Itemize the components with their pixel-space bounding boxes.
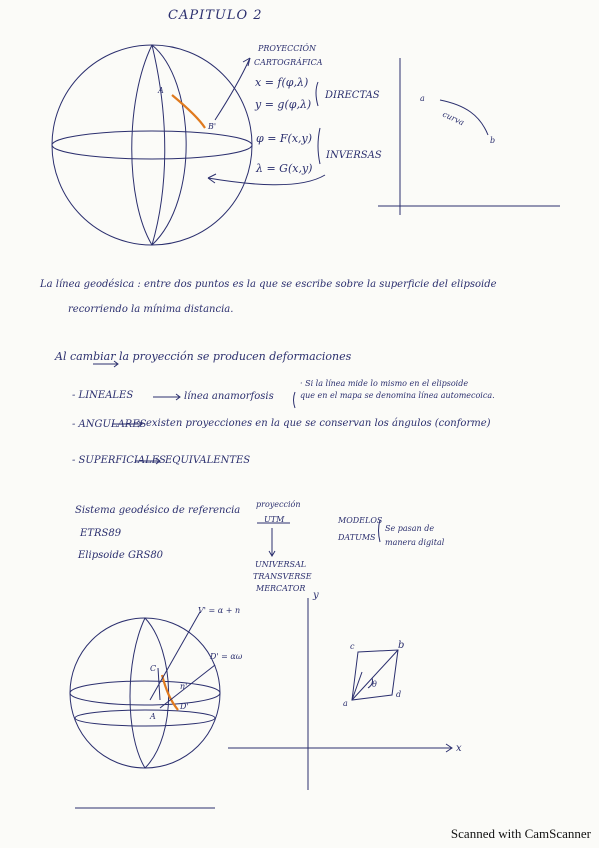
square-b-label: b: [398, 640, 405, 651]
inverse-label: INVERSAS: [326, 150, 382, 161]
models-note-2: manera digital: [385, 538, 445, 547]
plane-a-label: a: [420, 94, 425, 103]
surface-result: EQUIVALENTES: [165, 455, 251, 466]
deformations-heading: Al cambiar la proyección se producen deformaciones: [55, 350, 352, 363]
square-d-label: d: [396, 690, 402, 699]
linear-note-2: que en el mapa se denomina línea automecoica.: [300, 391, 495, 400]
angular-label: - ANGULARES: [72, 419, 147, 430]
parallelogram-sketch: [352, 650, 398, 700]
cartesian-axes-bottom: [228, 598, 452, 790]
point-n-label: n': [180, 682, 188, 691]
equation-phi: φ = F(x,y): [256, 132, 313, 145]
sphere-diagram-bottom: [70, 612, 220, 808]
v-prime-label: V' = α + n: [198, 606, 241, 615]
surface-label: - SUPERFICIALES: [72, 455, 166, 466]
cartesian-axes-top: [378, 58, 560, 215]
system-line-3: Elipsoide GRS80: [78, 550, 164, 561]
projection-heading-2: CARTOGRÁFICA: [254, 58, 323, 67]
deformation-arrows: [93, 361, 295, 464]
system-line-2: ETRS89: [80, 528, 122, 539]
point-a-label: A: [158, 86, 164, 95]
point-c-label: C: [150, 664, 157, 673]
point-d-label: D': [180, 702, 189, 711]
equation-x: x = f(φ,λ): [255, 76, 309, 89]
angular-result: existen proyecciones en la que se conservan los ángulos (conforme): [146, 418, 491, 429]
plane-b-label: b: [490, 136, 496, 145]
models-label: MODELOS: [338, 516, 383, 525]
projection-small-label: proyección: [256, 500, 301, 509]
models-note-1: Se pasan de: [385, 524, 435, 533]
datums-label: DATUMS: [338, 533, 376, 542]
linear-result: línea anamorfosis: [184, 391, 274, 402]
linear-label: - LINEALES: [72, 390, 134, 401]
equation-lambda: λ = G(x,y): [256, 162, 313, 175]
projection-heading-1: PROYECCIÓN: [258, 44, 317, 53]
linear-note-1: · Si la línea mide lo mismo en el elipsoide: [300, 379, 469, 388]
geodesic-line-1: La línea geodésica : entre dos puntos es la que se escribe sobre la superficie del elipsoide: [40, 279, 497, 290]
utm-label: UTM: [264, 515, 285, 524]
square-a-label: a: [343, 699, 348, 708]
utm-full-3: MERCATOR: [256, 584, 306, 593]
axis-x-label: x: [456, 743, 462, 754]
theta-label: θ: [372, 680, 377, 689]
axis-y-label: y: [313, 590, 319, 601]
scanner-watermark: Scanned with CamScanner: [450, 826, 591, 841]
page-title: CAPITULO 2: [168, 8, 263, 23]
curve-label: curva: [441, 109, 466, 128]
square-c-label: c: [350, 642, 355, 651]
equation-y: y = g(φ,λ): [255, 98, 312, 111]
utm-full-2: TRANSVERSE: [253, 572, 312, 581]
d-prime-label: D' = αω: [210, 652, 243, 661]
direct-label: DIRECTAS: [325, 90, 380, 101]
sphere-diagram-top: [52, 45, 252, 245]
point-a2-label: A: [150, 712, 156, 721]
utm-full-1: UNIVERSAL: [255, 560, 307, 569]
point-b-label: B': [208, 122, 217, 131]
geodesic-line-2: recorriendo la mínima distancia.: [68, 304, 234, 315]
system-line-1: Sistema geodésico de referencia: [75, 505, 241, 516]
